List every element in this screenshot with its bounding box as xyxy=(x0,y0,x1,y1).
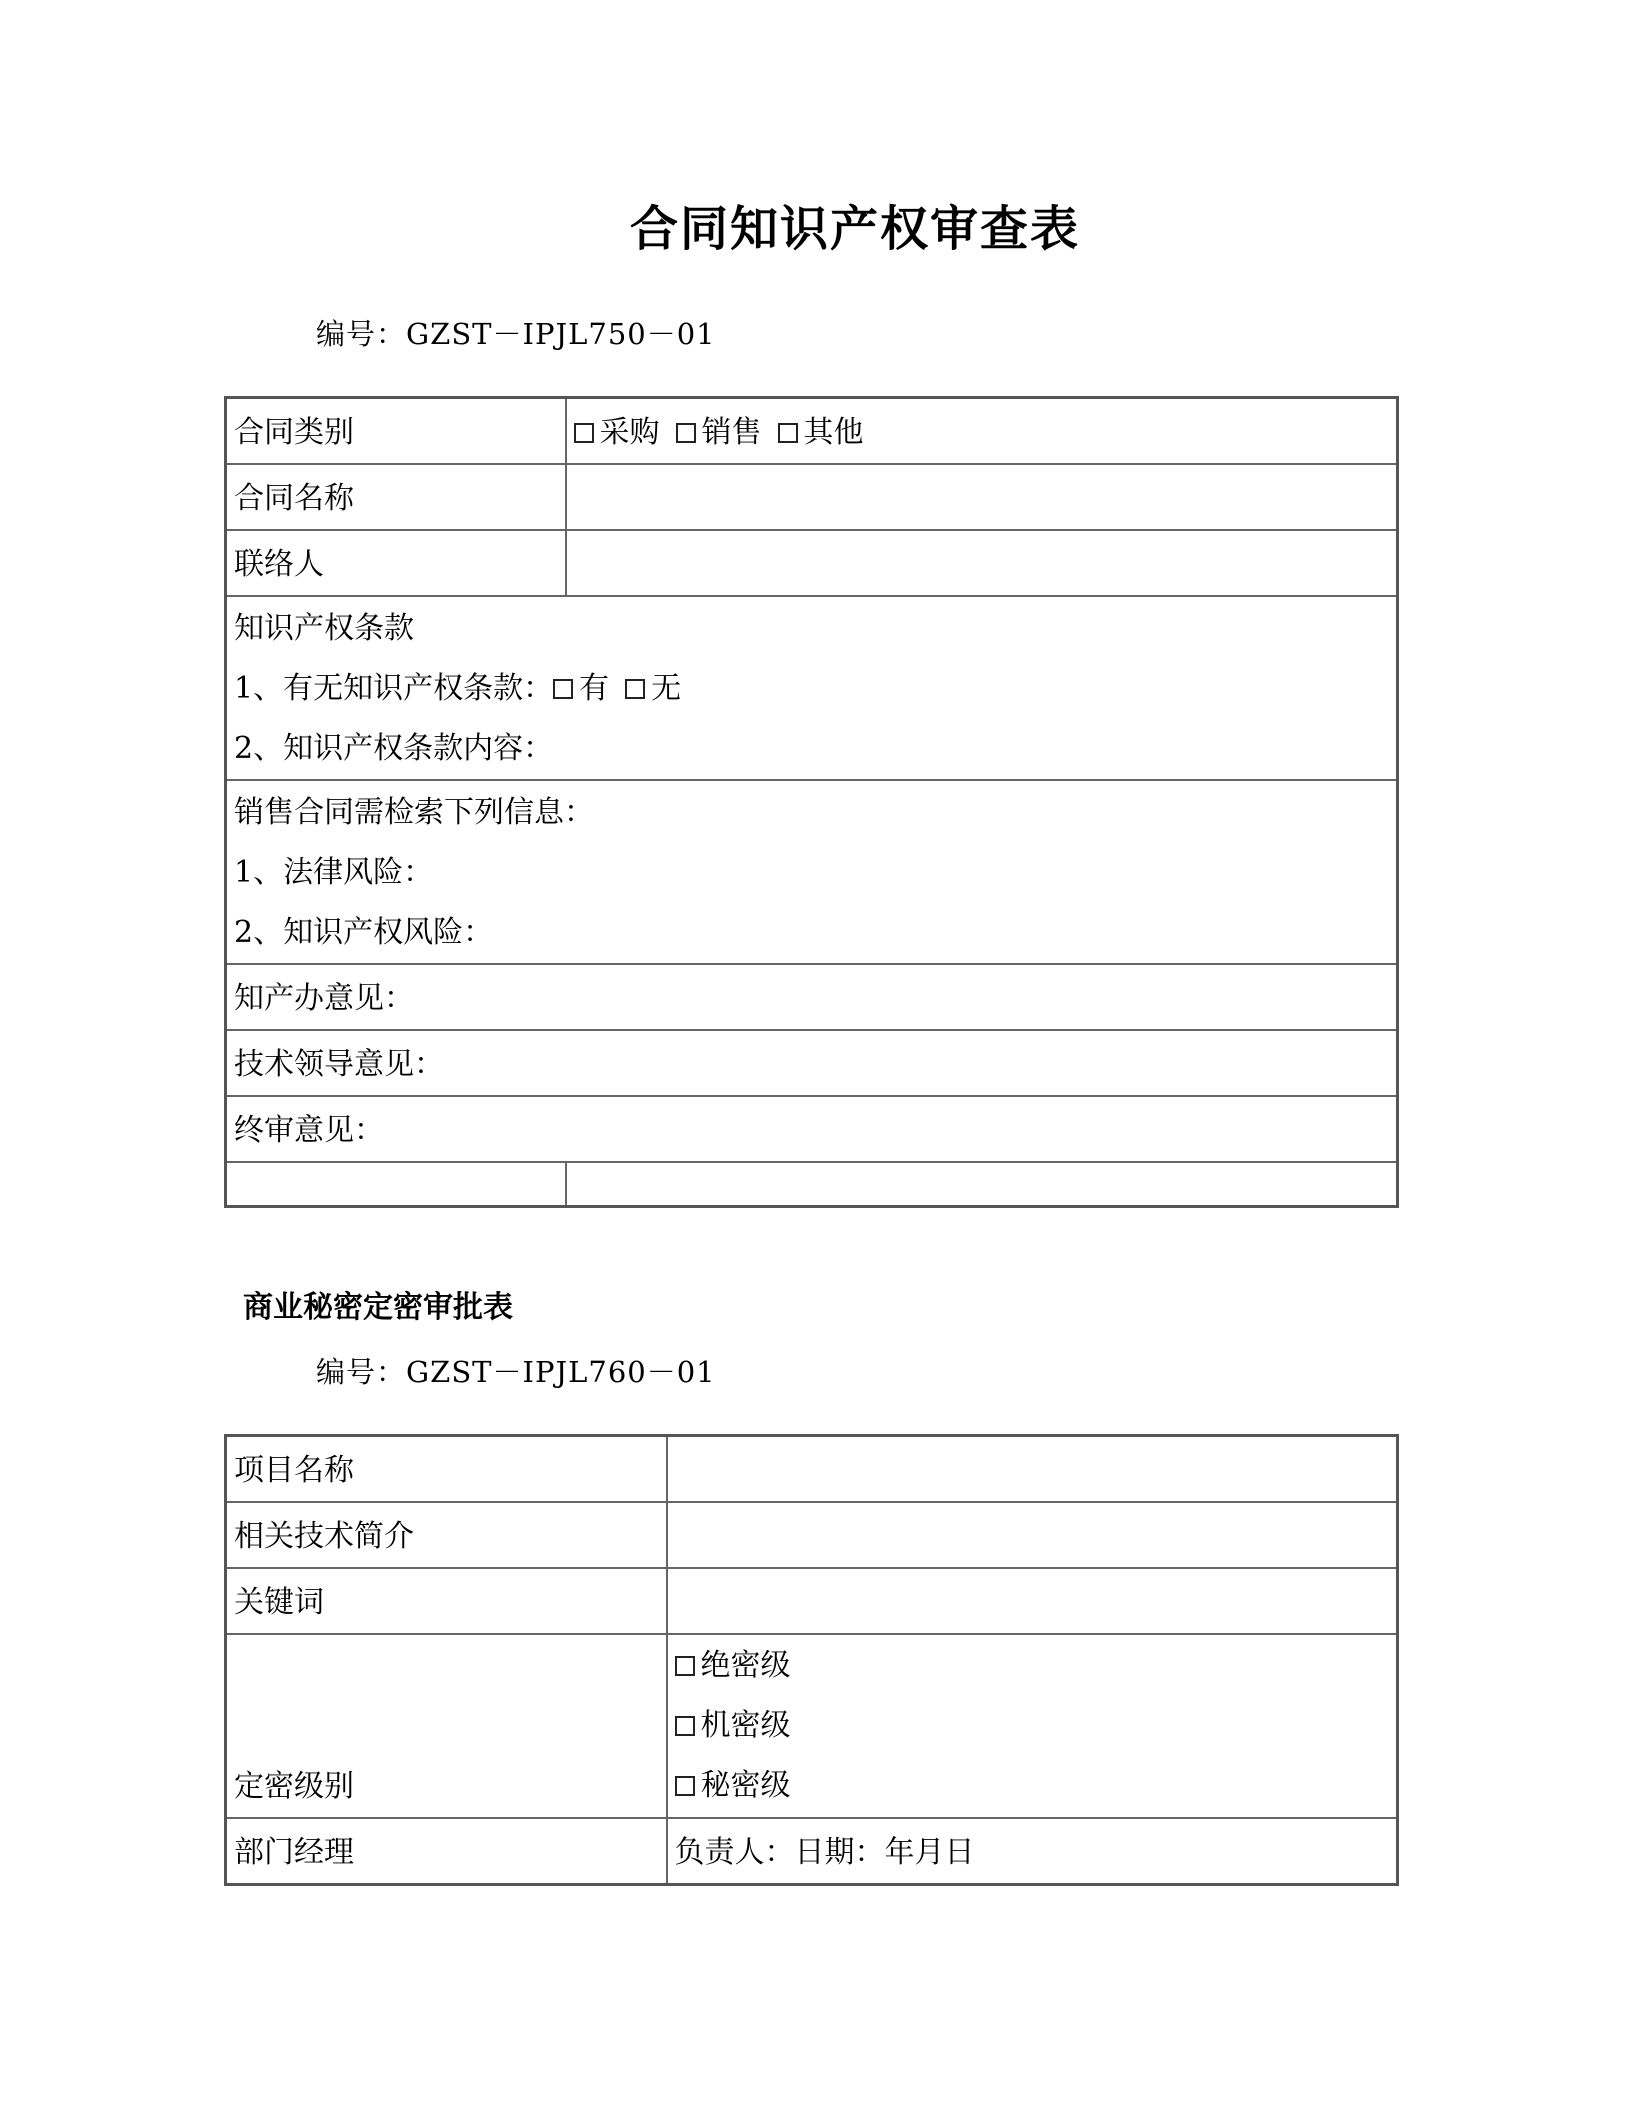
sales-info-item1: 1、法律风险： xyxy=(234,855,434,890)
secret-level-options xyxy=(667,1634,1398,1818)
keywords-label: 关键词 xyxy=(226,1568,667,1634)
contract-name-label: 合同名称 xyxy=(226,464,566,530)
contract-name-row xyxy=(226,464,1398,530)
option-other[interactable]: 其他 xyxy=(778,415,864,450)
form2-title: 商业秘密定密审批表 xyxy=(243,1290,513,1325)
contact-field[interactable] xyxy=(566,530,1398,596)
contact-label: 联络人 xyxy=(226,530,566,596)
ip-office-row xyxy=(226,964,1398,1030)
checkbox-icon[interactable] xyxy=(574,423,594,443)
trade-secret-table xyxy=(224,1434,1399,1886)
contract-type-label: 合同类别 xyxy=(226,398,566,465)
tech-leader-row xyxy=(226,1030,1398,1096)
project-name-field[interactable] xyxy=(667,1436,1398,1503)
checkbox-icon[interactable] xyxy=(778,423,798,443)
option-yes[interactable]: 有 xyxy=(553,671,609,706)
secret-level-label: 定密级别 xyxy=(226,1634,667,1818)
sales-info-item2: 2、知识产权风险： xyxy=(234,915,494,950)
final-opinion-row xyxy=(226,1096,1398,1162)
contract-name-field[interactable] xyxy=(566,464,1398,530)
blank-cell-left[interactable] xyxy=(226,1162,566,1207)
keywords-row xyxy=(226,1568,1398,1634)
tech-intro-label: 相关技术简介 xyxy=(226,1502,667,1568)
contract-type-options xyxy=(566,398,1398,465)
ip-clause-row xyxy=(226,596,1398,780)
sales-info-row xyxy=(226,780,1398,964)
contact-row xyxy=(226,530,1398,596)
option-top-secret[interactable]: 绝密级 xyxy=(675,1636,1397,1696)
checkbox-icon[interactable] xyxy=(553,679,573,699)
ip-review-table xyxy=(224,396,1399,1208)
ip-clause-q1: 1、有无知识产权条款： 有 无 xyxy=(234,671,682,706)
form1-code: 编号：GZST－IPJL750－01 xyxy=(316,317,716,351)
tech-leader-opinion[interactable]: 技术领导意见： xyxy=(226,1030,1398,1096)
project-name-label: 项目名称 xyxy=(226,1436,667,1503)
ip-office-opinion[interactable]: 知产办意见： xyxy=(226,964,1398,1030)
option-confidential[interactable]: 机密级 xyxy=(675,1696,1397,1756)
ip-clause-cell[interactable] xyxy=(226,596,1398,780)
checkbox-icon[interactable] xyxy=(675,1776,695,1796)
sales-info-cell[interactable] xyxy=(226,780,1398,964)
blank-row xyxy=(226,1162,1398,1207)
final-opinion[interactable]: 终审意见： xyxy=(226,1096,1398,1162)
ip-clause-q2: 2、知识产权条款内容： xyxy=(234,731,554,766)
sales-info-heading: 销售合同需检索下列信息： xyxy=(234,795,594,830)
dept-manager-label: 部门经理 xyxy=(226,1818,667,1885)
tech-intro-row xyxy=(226,1502,1398,1568)
tech-intro-field[interactable] xyxy=(667,1502,1398,1568)
project-name-row xyxy=(226,1436,1398,1503)
option-secret[interactable]: 秘密级 xyxy=(675,1756,1397,1816)
ip-clause-heading: 知识产权条款 xyxy=(234,611,414,646)
checkbox-icon[interactable] xyxy=(625,679,645,699)
checkbox-icon[interactable] xyxy=(675,1716,695,1736)
option-no[interactable]: 无 xyxy=(625,671,681,706)
checkbox-icon[interactable] xyxy=(676,423,696,443)
keywords-field[interactable] xyxy=(667,1568,1398,1634)
secret-level-row xyxy=(226,1634,1398,1818)
form2-code: 编号：GZST－IPJL760－01 xyxy=(316,1355,716,1389)
option-purchase[interactable]: 采购 xyxy=(574,415,660,450)
contract-type-row xyxy=(226,398,1398,465)
form1-title: 合同知识产权审查表 xyxy=(629,201,1080,257)
dept-manager-row xyxy=(226,1818,1398,1885)
blank-cell-right[interactable] xyxy=(566,1162,1398,1207)
dept-manager-field[interactable]: 负责人：日期：年月日 xyxy=(667,1818,1398,1885)
checkbox-icon[interactable] xyxy=(675,1656,695,1676)
option-sales[interactable]: 销售 xyxy=(676,415,762,450)
